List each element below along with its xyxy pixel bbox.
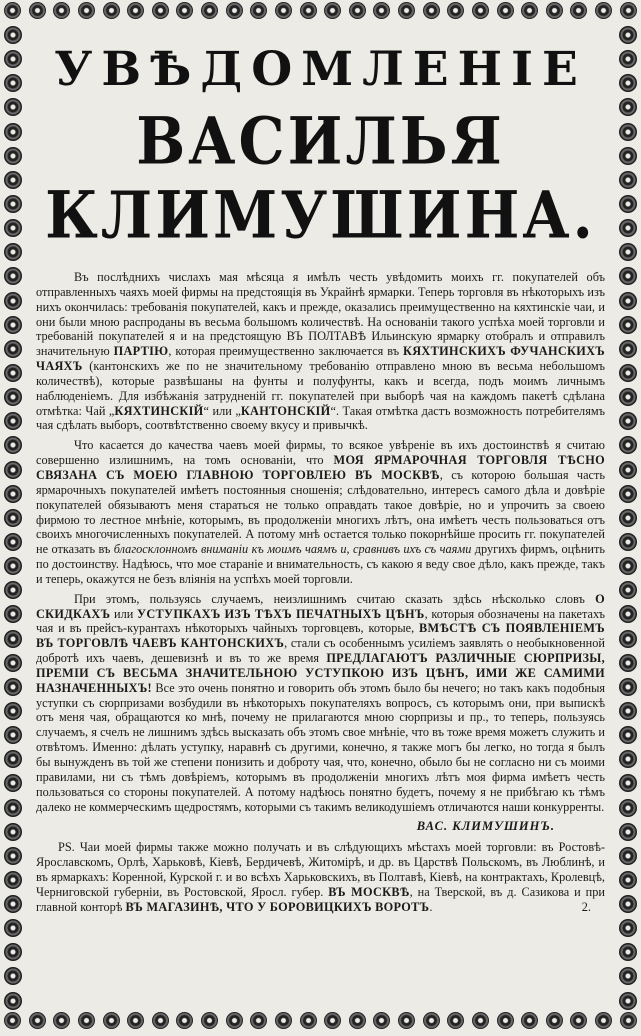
notice-title: УВѢДОМЛЕНІЕ: [54, 42, 587, 97]
border-ornament-icon: [250, 2, 267, 19]
border-ornament-icon: [373, 1012, 390, 1029]
paragraph2-text-1: Что касается до качества чаевъ моей фирмы, то всякое увѣреніе въ ихъ достоинствѣ я считаю совершенно излишнимъ, на томъ основаніи, что: [36, 438, 605, 468]
border-ornament-icon: [4, 605, 22, 623]
border-ornament-icon: [4, 726, 22, 744]
border-ornament-icon: [4, 774, 22, 792]
border-ornament-icon: [619, 292, 637, 310]
border-ornament-icon: [619, 847, 637, 865]
paragraph-first: [36, 270, 605, 433]
border-ornament-icon: [103, 2, 120, 19]
border-ornament-icon: [619, 630, 637, 648]
paragraph3-caps-2: УСТУПКАХЪ ИЗЪ ТѢХЪ ПЕЧАТНЫХЪ ЦѢНЪ: [137, 606, 425, 621]
border-ornament-icon: [349, 1012, 366, 1029]
border-ornament-icon: [4, 74, 22, 92]
border-ornament-icon: [300, 2, 317, 19]
border-ornament-icon: [619, 485, 637, 503]
border-ornament-icon: [152, 1012, 169, 1029]
border-ornament-icon: [497, 2, 514, 19]
border-ornament-icon: [619, 123, 637, 141]
border-ornament-icon: [4, 292, 22, 310]
paragraph3-text-1: При этомъ, пользуясь случаемъ, неизлишнимъ считаю сказать здѣсь нѣсколько словъ: [74, 591, 596, 606]
border-ornament-icon: [497, 1012, 514, 1029]
ornamental-border-right: [617, 26, 639, 1010]
postscript-text-3: .: [429, 899, 433, 914]
border-ornament-icon: [570, 2, 587, 19]
border-ornament-icon: [78, 2, 95, 19]
border-ornament-icon: [619, 316, 637, 334]
paragraph2-text-2: , съ которою большая часть ярмарочныхъ покупателей имѣетъ постоянныя сношенія; слѣдовательно, интересъ самого дѣла и довѣріе покупателей обязываютъ меня стараться не только оправдать такое довѣріе, но и упрочить за своею фирмою то лестное мнѣніе, которымъ, въ продолженіи многихъ лѣтъ, она имѣетъ честь пользоваться отъ своихъ многочисленныхъ покупателей. А потому мнѣ остается только покорнѣйше просить гг. покупателей не отказать въ: [36, 467, 605, 557]
border-ornament-icon: [152, 2, 169, 19]
border-ornament-icon: [4, 412, 22, 430]
border-ornament-icon: [398, 2, 415, 19]
border-ornament-icon: [619, 654, 637, 672]
border-ornament-icon: [619, 678, 637, 696]
border-ornament-icon: [275, 1012, 292, 1029]
border-ornament-icon: [570, 1012, 587, 1029]
border-ornament-icon: [4, 750, 22, 768]
border-ornament-icon: [619, 533, 637, 551]
border-ornament-icon: [4, 26, 22, 44]
border-ornament-icon: [4, 919, 22, 937]
border-ornament-icon: [619, 195, 637, 213]
border-ornament-icon: [619, 243, 637, 261]
paragraph3-text-2: или: [110, 606, 138, 621]
border-ornament-icon: [620, 2, 637, 19]
border-ornament-icon: [127, 2, 144, 19]
notice-body: [36, 270, 605, 914]
border-ornament-icon: [619, 774, 637, 792]
border-ornament-icon: [619, 871, 637, 889]
border-ornament-icon: [4, 461, 22, 479]
postscript: [36, 840, 605, 914]
border-ornament-icon: [201, 2, 218, 19]
border-ornament-icon: [29, 1012, 46, 1029]
paragraph-third: [36, 592, 605, 815]
border-ornament-icon: [4, 509, 22, 527]
border-ornament-icon: [619, 919, 637, 937]
border-ornament-icon: [620, 1012, 637, 1029]
page-marker: 2.: [581, 899, 591, 914]
border-ornament-icon: [546, 1012, 563, 1029]
border-ornament-icon: [447, 1012, 464, 1029]
border-ornament-icon: [4, 316, 22, 334]
border-ornament-icon: [619, 147, 637, 165]
border-ornament-icon: [619, 50, 637, 68]
border-ornament-icon: [619, 364, 637, 382]
paragraph2-italic-1: благосклонномъ вниманіи къ моимъ чаямъ и, сравнивъ ихъ съ чаями: [113, 542, 472, 557]
border-ornament-icon: [619, 581, 637, 599]
border-ornament-icon: [521, 1012, 538, 1029]
border-ornament-icon: [4, 219, 22, 237]
border-ornament-icon: [4, 1012, 21, 1029]
border-ornament-icon: [324, 1012, 341, 1029]
border-ornament-icon: [423, 2, 440, 19]
border-ornament-icon: [423, 1012, 440, 1029]
border-ornament-icon: [619, 26, 637, 44]
paragraph1-text-2: , которая преимущественно заключается въ: [168, 344, 404, 359]
border-ornament-icon: [4, 171, 22, 189]
border-ornament-icon: [619, 750, 637, 768]
border-ornament-icon: [4, 2, 21, 19]
border-ornament-icon: [619, 267, 637, 285]
paragraph1-caps-1: ПАРТІЮ: [113, 344, 169, 359]
border-ornament-icon: [4, 195, 22, 213]
border-ornament-icon: [619, 98, 637, 116]
border-ornament-icon: [619, 702, 637, 720]
ornamental-border-bottom: [0, 1012, 641, 1034]
border-ornament-icon: [4, 533, 22, 551]
border-ornament-icon: [176, 1012, 193, 1029]
border-ornament-icon: [4, 243, 22, 261]
notice-content: [36, 28, 605, 919]
paragraph3-caps-3: ВМѢСТѢ СЪ ПОЯВЛЕНІЕМЪ ВЪ ТОРГОВЛѢ ЧАЕВЪ КАНТОНСКИХЪ: [36, 621, 605, 651]
border-ornament-icon: [29, 2, 46, 19]
border-ornament-icon: [4, 871, 22, 889]
border-ornament-icon: [250, 1012, 267, 1029]
paragraph1-caps-4: КАНТОНСКІЙ: [240, 403, 331, 418]
border-ornament-icon: [619, 509, 637, 527]
border-ornament-icon: [4, 147, 22, 165]
paragraph1-text-1: Въ послѣднихъ числахъ мая мѣсяца я имѣлъ честь увѣдомить моихъ гг. покупателей объ отправленныхъ чаяхъ моей фирмы на предстоящія въ Украйнѣ ярмарки. Теперь торговля въ нѣкоторыхъ изъ нихъ окончилась: требованія покупателей, какъ и прежде, оказались преимущественно на кяхтинскіе чаи, и они были мною распроданы въ весьма большомъ количествѣ. На основаніи такого успѣха моей торговли и требованій покупателей я и на предстоящую ВЪ ПОЛТАВѢ Ильинскую ярмарку отобралъ и отправилъ значительную: [36, 270, 605, 359]
border-ornament-icon: [4, 702, 22, 720]
border-ornament-icon: [619, 388, 637, 406]
ornamental-border-left: [2, 26, 24, 1010]
paragraph2-text-3: другихъ фирмъ, оцѣнить по достоинству. Надѣюсь, что мое стараніе и внимательность, съ какою я веду свое дѣло, какъ прежде, такъ и теперь, окажутся не безъ вліянія на успѣхъ моей торговли.: [36, 542, 605, 586]
border-ornament-icon: [127, 1012, 144, 1029]
border-ornament-icon: [619, 726, 637, 744]
border-ornament-icon: [4, 98, 22, 116]
border-ornament-icon: [103, 1012, 120, 1029]
border-ornament-icon: [176, 2, 193, 19]
border-ornament-icon: [53, 2, 70, 19]
border-ornament-icon: [4, 823, 22, 841]
border-ornament-icon: [4, 267, 22, 285]
border-ornament-icon: [4, 967, 22, 985]
border-ornament-icon: [521, 2, 538, 19]
paragraph2-caps-1: МОЯ ЯРМАРОЧНАЯ ТОРГОВЛЯ ТѢСНО СВЯЗАНА СЪ МОЕЮ ГЛАВНОЮ ТОРГОВЛЕЮ ВЪ МОСКВѢ: [36, 453, 605, 482]
paragraph3-caps-1: О СКИДКАХЪ: [36, 591, 605, 621]
paragraph3-text-5: Все это очень понятно и говорить объ этомъ было бы нечего; но такъ какъ подобныя уступки съ сюрпризами возбудили въ нѣкоторыхъ покупателяхъ вопросъ, съ которымъ они, при выпискѣ отъ меня чая, обращаются ко мнѣ, почему не прилагаются мною сюрпризы и пр., то теперь, пользуясь случаемъ, я счелъ не лишнимъ здѣсь высказать объ этомъ свое мнѣніе, что въ тоже время можетъ служить и отвѣтомъ. Именно: дѣлать уступку, наравнѣ съ другими, конечно, я также могъ бы легко, но тогда я былъ бы вынужденъ въ той же степени понизить и доброту чая, что, конечно, обыло бы не согласно ни съ моими правилами, ни съ тѣмъ довѣріемъ, которымъ въ продолженіи многихъ лѣтъ моя фирма имѣетъ честь пользоваться со стороны покупателей. А потому надѣюсь понятно будетъ, почему я не прибѣгаю къ тѣмъ далеко не коммерческимъ щедростямъ, которыми съ такимъ великодушіемъ отличаются наши конкурренты.: [36, 680, 605, 814]
postscript-caps-2: ВЪ МАГАЗИНѢ, ЧТО У БОРОВИЦКИХЪ ВОРОТЪ: [125, 899, 430, 914]
paragraph-second: [36, 438, 605, 586]
signature: ВАС. КЛИМУШИНЪ.: [416, 819, 555, 834]
border-ornament-icon: [619, 171, 637, 189]
border-ornament-icon: [619, 436, 637, 454]
border-ornament-icon: [619, 799, 637, 817]
border-ornament-icon: [619, 557, 637, 575]
postscript-text-2: , на Тверской, въ д. Сазикова и при главной конторѣ: [36, 884, 605, 914]
postscript-text-1: PS. Чаи моей фирмы также можно получать и въ слѣдующихъ мѣстахъ моей торговли: въ Ростовѣ-Ярославскомъ, Орлѣ, Харьковѣ, Кіевѣ, Бердичевѣ, Житомірѣ, и др. въ Царствѣ Польскомъ, въ Люблинѣ, и въ ярмаркахъ: Коренной, Курской г. и во всѣхъ Харьковскихъ, въ Полтавѣ, Кіевѣ, на контрактахъ, Кролевцѣ, Черниговской губерніи, въ Ростовской, Яросл. губер.: [36, 840, 605, 899]
border-ornament-icon: [78, 1012, 95, 1029]
border-ornament-icon: [373, 2, 390, 19]
border-ornament-icon: [447, 2, 464, 19]
border-ornament-icon: [226, 1012, 243, 1029]
border-ornament-icon: [4, 123, 22, 141]
border-ornament-icon: [201, 1012, 218, 1029]
border-ornament-icon: [619, 340, 637, 358]
border-ornament-icon: [595, 2, 612, 19]
border-ornament-icon: [398, 1012, 415, 1029]
border-ornament-icon: [619, 943, 637, 961]
border-ornament-icon: [349, 2, 366, 19]
border-ornament-icon: [4, 678, 22, 696]
paragraph1-text-5: “. Такая отмѣтка дастъ возможность потребителямъ чая сдѣлать выборъ, соотвѣтственно своему вкусу и привычкѣ.: [36, 403, 605, 433]
border-ornament-icon: [4, 50, 22, 68]
border-ornament-icon: [300, 1012, 317, 1029]
paragraph1-text-3: (кантонскихъ же по не значительному требованію отправлено мною въ весьма небольшомъ количествѣ), которые развѣшаны на фунты и полуфунты, какъ и всегда, подъ моимъ личнымъ наблюденіемъ. Для избѣжанія затрудненій гг. покупателей при выборѣ чая на каждомъ пакетѣ сдѣлана отмѣтка: Чай „: [36, 359, 605, 418]
border-ornament-icon: [4, 630, 22, 648]
border-ornament-icon: [53, 1012, 70, 1029]
border-ornament-icon: [324, 2, 341, 19]
border-ornament-icon: [4, 436, 22, 454]
border-ornament-icon: [619, 992, 637, 1010]
paragraph1-caps-3: КЯХТИНСКІЙ: [114, 403, 204, 418]
border-ornament-icon: [4, 992, 22, 1010]
notice-author-title: ВАСИЛЬЯ КЛИМУШИНА.: [45, 102, 596, 254]
paragraph3-caps-4: ПРЕДЛАГАЮТЪ РАЗЛИЧНЫЕ СЮРПРИЗЫ, ПРЕМІИ СЪ ВЕСЬМА ЗНАЧИТЕЛЬНОЮ УСТУПКОЮ ИЗЪ ЦѢНЪ, ИМИ ЖЕ САМИМИ НАЗНАЧЕННЫХЪ!: [36, 651, 605, 695]
border-ornament-icon: [4, 388, 22, 406]
border-ornament-icon: [619, 219, 637, 237]
border-ornament-icon: [619, 605, 637, 623]
border-ornament-icon: [4, 340, 22, 358]
postscript-caps-1: ВЪ МОСКВѢ: [328, 884, 410, 899]
border-ornament-icon: [4, 557, 22, 575]
border-ornament-icon: [4, 943, 22, 961]
border-ornament-icon: [4, 654, 22, 672]
border-ornament-icon: [546, 2, 563, 19]
border-ornament-icon: [4, 847, 22, 865]
border-ornament-icon: [472, 2, 489, 19]
paragraph1-caps-2: КЯХТИНСКИХЪ ФУЧАНСКИХЪ ЧАЯХЪ: [36, 344, 605, 374]
ornamental-border-top: [0, 2, 641, 24]
border-ornament-icon: [4, 364, 22, 382]
border-ornament-icon: [4, 895, 22, 913]
border-ornament-icon: [619, 895, 637, 913]
border-ornament-icon: [275, 2, 292, 19]
paragraph3-text-4: , стали съ особеннымъ усиліемъ заявлять о необыкновенной добротѣ ихъ чаевъ, дешевизнѣ и въ то же время: [36, 636, 605, 666]
border-ornament-icon: [619, 74, 637, 92]
paragraph1-text-4: “ или „: [203, 403, 241, 418]
border-ornament-icon: [226, 2, 243, 19]
border-ornament-icon: [595, 1012, 612, 1029]
border-ornament-icon: [4, 799, 22, 817]
border-ornament-icon: [619, 412, 637, 430]
paragraph3-text-3: , которыя обозначены на пакетахъ чая и въ прейсъ-курантахъ нѣкоторыхъ чайныхъ торговцевъ, которые,: [36, 606, 605, 636]
border-ornament-icon: [4, 485, 22, 503]
border-ornament-icon: [619, 823, 637, 841]
border-ornament-icon: [4, 581, 22, 599]
border-ornament-icon: [619, 461, 637, 479]
border-ornament-icon: [472, 1012, 489, 1029]
border-ornament-icon: [619, 967, 637, 985]
